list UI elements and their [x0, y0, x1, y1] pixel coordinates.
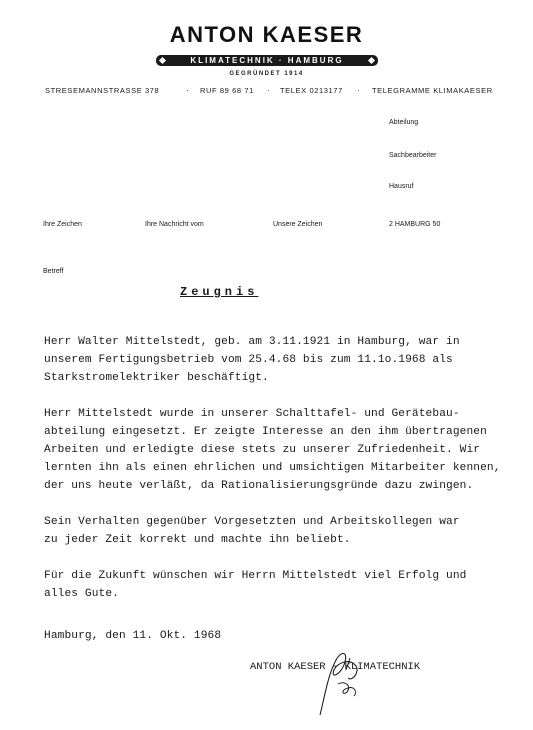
clerk-label: Sachbearbeiter — [389, 152, 437, 159]
founded-line: GEGRÜNDET 1914 — [229, 71, 304, 77]
location-label: 2 HAMBURG 50 — [389, 221, 441, 228]
subject-label: Betreff — [43, 268, 64, 275]
body-line: lernten ihn als einen ehrlichen und umsichtigen Mitarbeiter kennen, — [44, 462, 501, 474]
extension-label: Hausruf — [389, 183, 414, 190]
body-line: abteilung eingesetzt. Er zeigte Interesse an den ihm übertragenen — [44, 426, 487, 438]
department-label: Abteilung — [389, 119, 419, 126]
body-line: Herr Walter Mittelstedt, geb. am 3.11.1921 in Hamburg, war in — [44, 336, 460, 348]
phone-number: RUF 89 68 71 — [200, 86, 254, 95]
handwritten-signature — [290, 640, 400, 720]
our-reference-label: Unsere Zeichen — [273, 221, 323, 228]
your-reference-label: Ihre Zeichen — [43, 221, 82, 228]
separator-dot: · — [267, 86, 270, 95]
banner-text: KLIMATECHNIK · HAMBURG — [190, 56, 344, 65]
body-line: Für die Zukunft wünschen wir Herrn Mittelstedt viel Erfolg und — [44, 570, 467, 582]
your-message-label: Ihre Nachricht vom — [145, 221, 204, 228]
date-line: Hamburg, den 11. Okt. 1968 — [44, 630, 222, 642]
company-name: ANTON KAESER — [169, 22, 364, 47]
body-line: alles Gute. — [44, 588, 119, 600]
subject-title: Zeugnis — [180, 285, 259, 299]
body-line: zu jeder Zeit korrekt und machte ihn beliebt. — [44, 534, 351, 546]
telex-number: TELEX 0213177 — [280, 86, 343, 95]
separator-dot: · — [357, 86, 360, 95]
body-line: unserem Fertigungsbetrieb vom 25.4.68 bis zum 11.1o.1968 als — [44, 354, 453, 366]
body-line: Arbeiten und erledigte diese stets zu unserer Zufriedenheit. Wir — [44, 444, 481, 456]
signature-company: ANTON KAESER - KLIMATECHNIK — [250, 661, 421, 673]
street-address: STRESEMANNSTRASSE 378 — [45, 86, 160, 95]
body-line: Herr Mittelstedt wurde in unserer Schalttafel- und Gerätebau- — [44, 408, 460, 420]
body-line: der uns heute verläßt, da Rationalisierungsgründe dazu zwingen. — [44, 480, 474, 492]
body-line: Sein Verhalten gegenüber Vorgesetzten und Arbeitskollegen war — [44, 516, 460, 528]
separator-dot: · — [186, 86, 189, 95]
body-line: Starkstromelektriker beschäftigt. — [44, 372, 269, 384]
telegram-address: TELEGRAMME KLIMAKAESER — [372, 86, 493, 95]
